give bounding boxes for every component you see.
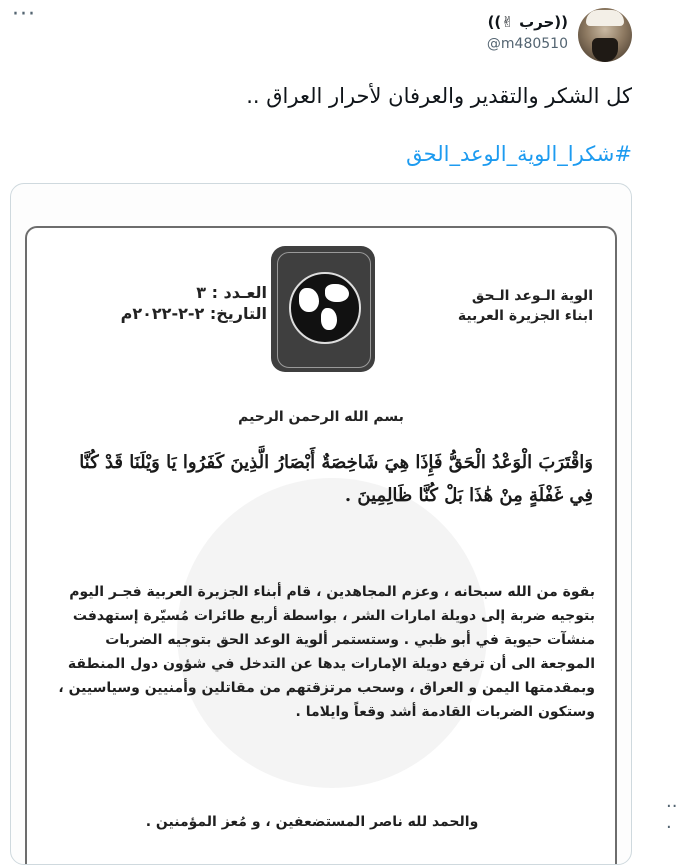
quran-verse: وَاقْتَرَبَ الْوَعْدُ الْحَقُّ فَإِذَا هِيَ شَاخِصَةٌ أَبْصَارُ الَّذِينَ كَفَرُوا يَا وَيْلَنَا قَدْ كُنَّا فِي غَفْلَةٍ مِنْ هَٰذَا بَلْ كُنَّا ظَالِمِينَ . — [79, 452, 593, 506]
avatar-beard-shape — [592, 38, 618, 62]
statement-document — [25, 226, 617, 865]
tweet-media-image[interactable] — [10, 183, 632, 865]
hashtag-link[interactable]: #شكرا_الوية_الوعد_الحق — [406, 142, 632, 166]
issue-info — [57, 282, 267, 324]
globe-icon — [289, 272, 361, 344]
organization-name: الوية الـوعد الـحق — [471, 288, 593, 304]
ellipsis-mark: ·· · — [666, 796, 678, 838]
statement-body: بقوة من الله سبحانه ، وعزم المجاهدين ، قام أبناء الجزيرة العربية فجـر اليوم بتوجيه ضربة إلى دويلة امارات الشر ، بواسطة أربع طائرات مُسيّرة إستهدفت منشآت حيوية في أبو ظبي . وستستمر ألوية الوعد الحق بتوجيه الضربات الموجعة الى أن ترفع دويلة الإمارات يدها عن التدخل في شؤون دول المنطقة وبمقدمتها اليمن و العراق ، وسحب مرتزقتهم من مقاتلين وأمنيين وسياسيين ، وستكون الضربات القادمة أشد وقعاً وايلاما . — [58, 584, 595, 720]
globe-land-shape — [321, 308, 337, 330]
basmala-line: بسم الله الرحمن الرحيم — [238, 409, 404, 425]
closing-line: والحمد لله ناصر المستضعفين ، و مُعز المؤمنين . — [145, 814, 479, 830]
organization-header — [383, 286, 593, 326]
avatar-turban-shape — [586, 10, 624, 26]
more-options-icon[interactable]: ··· — [12, 2, 36, 27]
display-name[interactable]: ((حرب ✌)) — [487, 13, 568, 31]
avatar[interactable] — [578, 8, 632, 62]
issue-number: العـدد : ٣ — [196, 283, 267, 302]
issue-date: التاريخ: ٢-٢-٢٠٢٢م — [120, 304, 267, 323]
tweet-text: كل الشكر والتقدير والعرفان لأحرار العراق .. — [246, 84, 632, 108]
organization-subtitle: ابناء الجزيرة العربية — [457, 308, 593, 324]
globe-land-shape — [325, 284, 349, 302]
organization-seal-logo — [271, 246, 375, 372]
globe-land-shape — [299, 288, 319, 312]
user-handle[interactable]: @m480510 — [486, 36, 568, 52]
